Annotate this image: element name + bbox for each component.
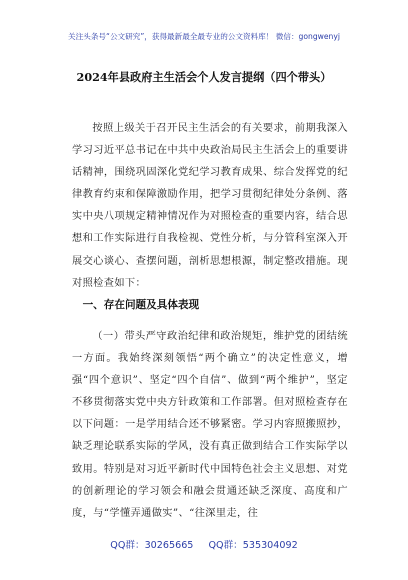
- header-banner: 关注头条号“公文研究”，获得最新最全最专业的公文资料库！ 微信：gongwenyj: [68, 32, 340, 41]
- footer-qq-group-1: QQ群：30265665: [110, 540, 194, 551]
- footer-banner: [0, 537, 408, 551]
- body-paragraph: （一）带头严守政治纪律和政治规矩，维护党的团结统一方面。我始终深刻领悟“两个确立”的决定性意义，增强“四个意识”、坚定“四个自信”、做到“两个维护”，坚定不移贯彻落实党中央方针政策和工作部署。但对照检查存在以下问题：一是学用结合还不够紧密。学习内容照搬照抄，缺乏理论联系实际的学风，没有真正做到结合工作实际学以致用。特别是对习近平新时代中国特色社会主义思想、对党的创新理论的学习领会和融会贯通还缺乏深度、高度和广度，与“学懂弄通做实”、“往深里走，往: [72, 331, 348, 519]
- intro-paragraph: 按照上级关于召开民主生活会的有关要求，前期我深入学习习近平总书记在中共中央政治局民主生活会上的重要讲话精神，围绕巩固深化党纪学习教育成果、综合发挥党的纪律教育约束和保障激励作用，把学习贯彻纪律处分条例、落实中央八项规定精神情况作为对照检查的重要内容，结合思想和工作实际进行自我检视、党性分析，与分管科室深入开展交心谈心、查摆问题，剖析思想根源，制定整改措施。现对照检查如下：: [72, 123, 348, 289]
- page-title: 2024年县政府主生活会个人发言提纲（四个带头）: [76, 70, 332, 84]
- footer-qq-group-2: QQ群：535304092: [208, 540, 298, 551]
- section-heading: 一、存在问题及具体表现: [82, 299, 200, 311]
